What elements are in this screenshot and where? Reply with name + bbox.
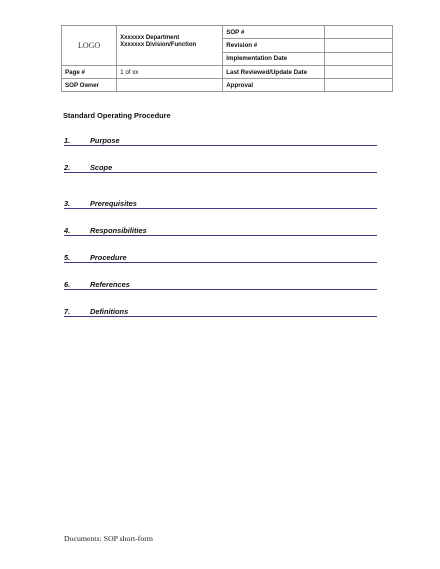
section-label: References bbox=[90, 279, 130, 289]
section-number: 6. bbox=[64, 279, 71, 289]
revision-label: Revision # bbox=[223, 39, 325, 52]
implementation-date-value[interactable] bbox=[325, 52, 393, 65]
implementation-date-label: Implementation Date bbox=[223, 52, 325, 65]
sop-owner-value[interactable] bbox=[117, 79, 223, 92]
logo-cell bbox=[62, 26, 117, 66]
section-number: 5. bbox=[64, 252, 71, 262]
section-number: 4. bbox=[64, 225, 71, 235]
section-label: Procedure bbox=[90, 252, 127, 262]
section-label: Scope bbox=[90, 162, 113, 172]
section-label: Definitions bbox=[90, 306, 129, 316]
page-footer: Documents: SOP short-form bbox=[64, 534, 153, 543]
logo-placeholder: LOGO bbox=[77, 40, 101, 50]
page-value: 1 of xx bbox=[117, 65, 223, 78]
department-cell bbox=[117, 26, 223, 66]
approval-label: Approval bbox=[223, 79, 325, 92]
section-label: Responsibilities bbox=[90, 225, 147, 235]
approval-value[interactable] bbox=[325, 79, 393, 92]
section-responsibilities bbox=[64, 226, 377, 236]
section-procedure bbox=[64, 253, 377, 263]
section-number: 3. bbox=[64, 198, 71, 208]
sop-header-table bbox=[61, 25, 393, 92]
division-name: Xxxxxxx Division/Function bbox=[120, 42, 197, 48]
last-reviewed-value[interactable] bbox=[325, 65, 393, 78]
revision-value[interactable] bbox=[325, 39, 393, 52]
section-prerequisites bbox=[64, 199, 377, 209]
section-label: Prerequisites bbox=[90, 198, 137, 208]
department-name: Xxxxxxx Department bbox=[120, 35, 180, 41]
section-scope bbox=[64, 163, 377, 173]
last-reviewed-label: Last Reviewed/Update Date bbox=[223, 65, 325, 78]
document-title: Standard Operating Procedure bbox=[63, 111, 171, 120]
section-label: Purpose bbox=[90, 135, 120, 145]
sop-number-label: SOP # bbox=[223, 26, 325, 39]
section-purpose bbox=[64, 136, 377, 146]
section-number: 7. bbox=[64, 306, 71, 316]
sop-number-value[interactable] bbox=[325, 26, 393, 39]
sop-owner-label: SOP Owner bbox=[62, 79, 117, 92]
section-definitions bbox=[64, 307, 377, 317]
page-label: Page # bbox=[62, 65, 117, 78]
section-number: 1. bbox=[64, 135, 71, 145]
section-references bbox=[64, 280, 377, 290]
section-number: 2. bbox=[64, 162, 71, 172]
